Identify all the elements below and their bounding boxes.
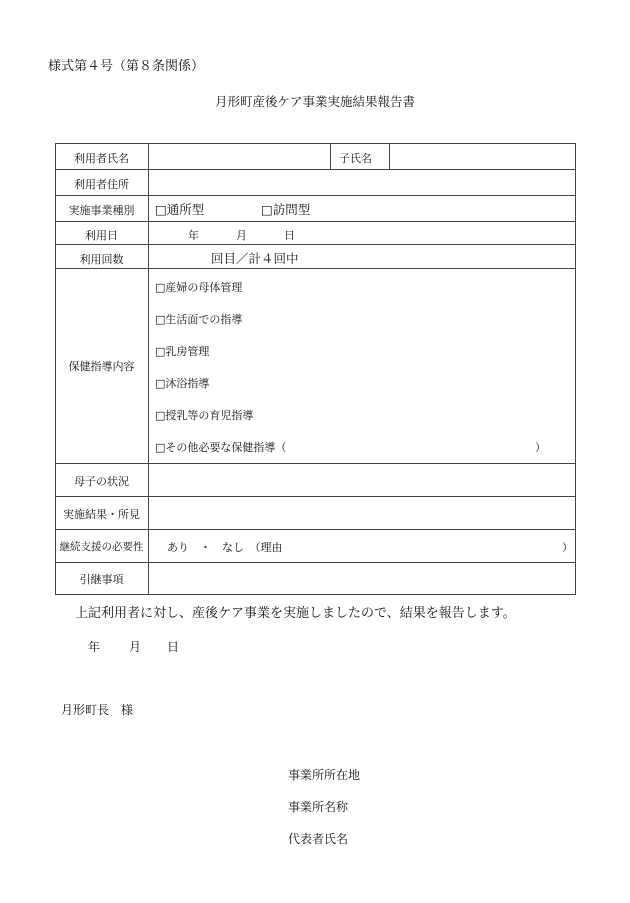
row-divider [55,195,576,196]
office-name-label: 事業所名称 [288,800,349,814]
row-divider [55,268,576,269]
representative-name-label: 代表者氏名 [288,832,349,846]
continued-support-close: ） [562,541,573,554]
row-divider [55,562,576,563]
service-type-label: 実施事業種別 [68,204,135,217]
addressee: 月形町長 様 [61,703,134,717]
row-divider [55,463,576,464]
usage-date-month: 月 [236,229,247,242]
childcare-guidance-checkbox[interactable]: □授乳等の育児指導 [155,409,254,422]
report-date-day: 日 [167,640,180,654]
address-label: 利用者住所 [74,178,129,191]
form-number: 様式第４号（第８条関係） [48,59,205,74]
report-date-month: 月 [129,640,142,654]
result-findings-label: 実施結果・所見 [63,508,140,521]
usage-date-year: 年 [188,229,199,242]
declaration-text: 上記利用者に対し、産後ケア事業を実施しましたので、結果を報告します。 [75,606,516,621]
usage-count-text: 回目／計４回中 [211,251,299,266]
table-border-top [55,143,576,144]
guidance-label: 保健指導内容 [68,360,135,373]
row-divider [55,244,576,245]
continued-support-options[interactable]: あり ・ なし （理由 [167,541,283,554]
user-name-label: 利用者氏名 [74,152,129,165]
usage-date-label: 利用日 [85,229,118,242]
child-name-label: 子氏名 [339,152,372,165]
usage-date-day: 日 [284,229,295,242]
report-date-year: 年 [88,640,101,654]
child-name-divider-left [330,143,331,169]
label-column-divider [148,143,149,595]
row-divider [55,496,576,497]
usage-count-label: 利用回数 [79,253,124,266]
continued-support-label: 継続支援の必要性 [59,541,144,553]
row-divider [55,221,576,222]
other-guidance-close: ） [535,441,546,454]
table-border-bottom [55,594,576,595]
document-title: 月形町産後ケア事業実施結果報告書 [214,94,415,109]
table-border-right [575,143,576,595]
home-visit-checkbox[interactable]: □訪問型 [261,202,311,217]
lifestyle-guidance-checkbox[interactable]: □生活面での指導 [155,313,243,326]
maternal-care-checkbox[interactable]: □産婦の母体管理 [155,281,243,294]
child-name-divider-right [389,143,390,169]
breast-care-checkbox[interactable]: □乳房管理 [155,345,210,358]
handover-label: 引継事項 [79,573,124,586]
office-address-label: 事業所所在地 [288,768,361,782]
other-guidance-checkbox[interactable]: □その他必要な保健指導（ [155,441,287,454]
row-divider [55,169,576,170]
mother-child-status-label: 母子の状況 [74,475,129,488]
bathing-guidance-checkbox[interactable]: □沐浴指導 [155,377,210,390]
row-divider [55,529,576,530]
day-care-checkbox[interactable]: □通所型 [155,202,205,217]
